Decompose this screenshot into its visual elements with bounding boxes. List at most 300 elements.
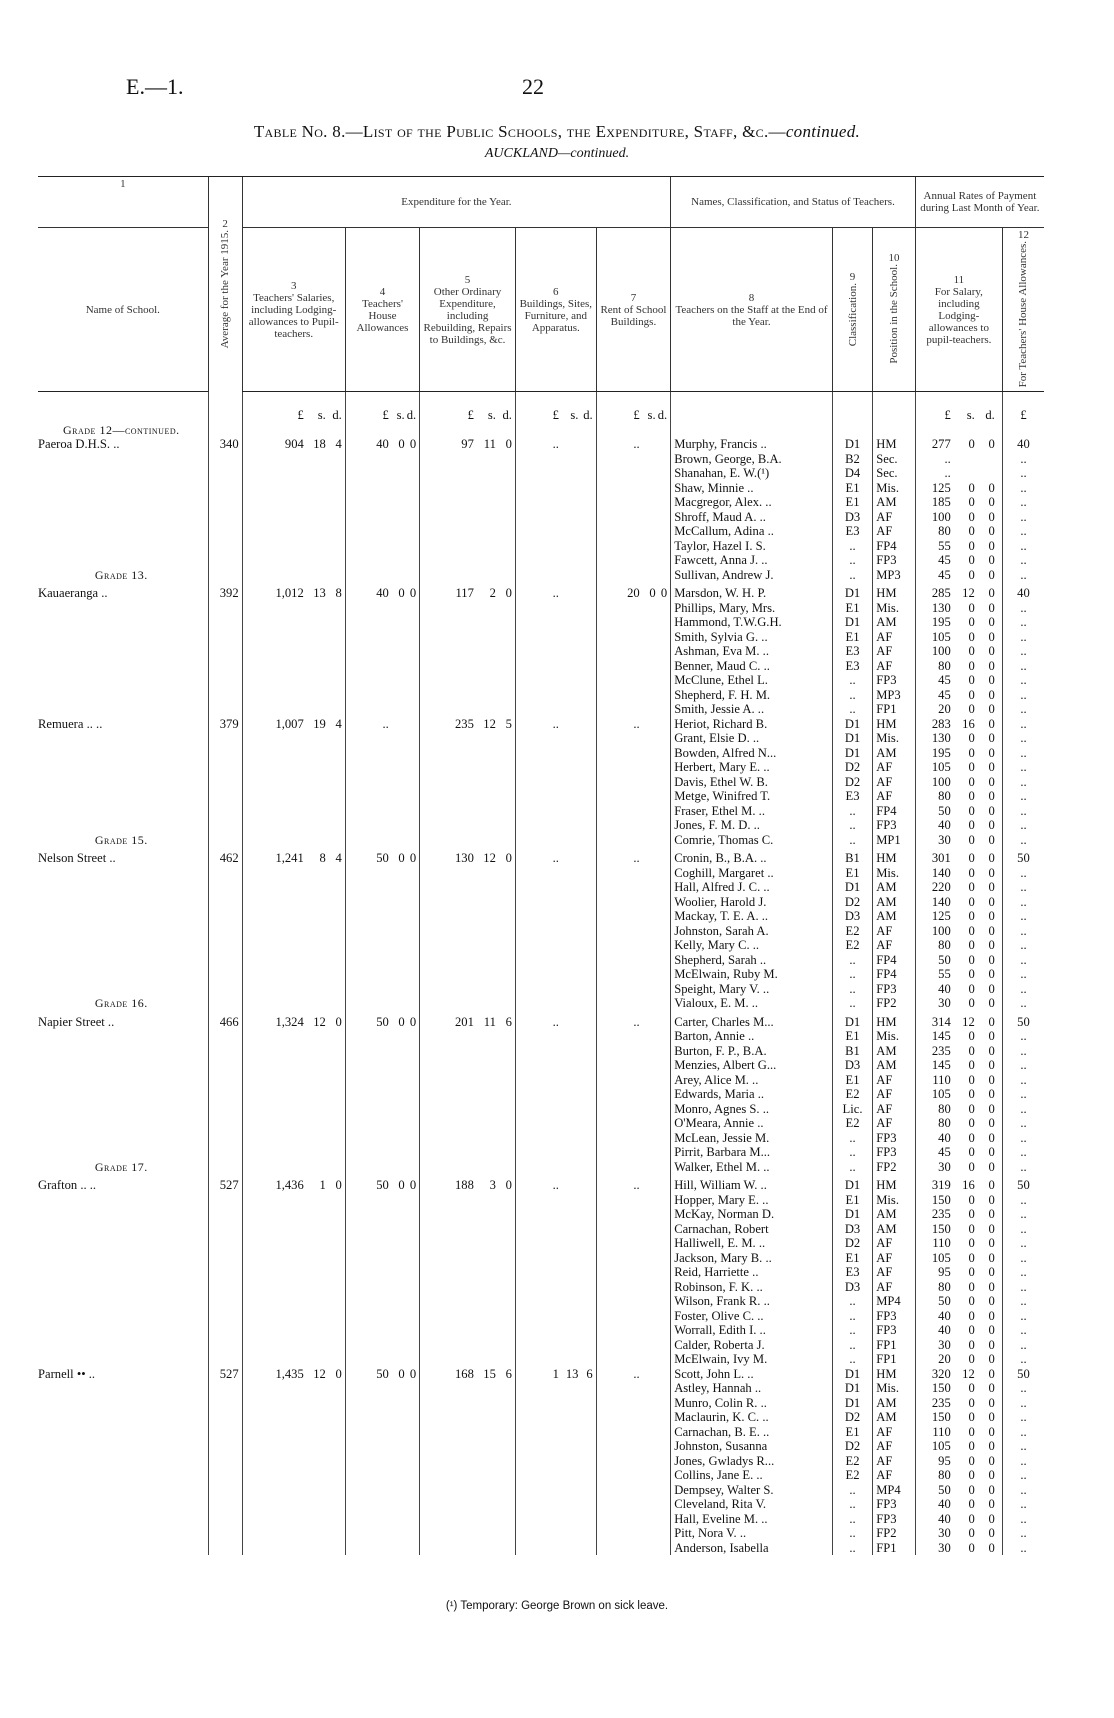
salary-rate-pounds: 319: [931, 1178, 951, 1193]
classification: E2: [832, 938, 872, 953]
salary-rate-cell: [915, 1029, 1002, 1044]
col3-label: Teachers' Salaries, including Lodging-allowances to Pupil-teachers.: [248, 291, 339, 340]
teacher-name: Herbert, Mary E. ..: [671, 760, 833, 775]
average-attendance: [208, 938, 242, 953]
rent: [596, 1236, 670, 1251]
rent: [596, 909, 670, 924]
house-allowances: [345, 1011, 419, 1030]
teachers-salaries: [242, 1294, 345, 1309]
classification: E1: [832, 1073, 872, 1088]
salary-rate-pence: 0: [988, 1130, 995, 1145]
school-name-cell: [38, 1468, 208, 1483]
house-allowance-rate: ..: [1002, 1526, 1044, 1541]
unit-pounds: £: [944, 408, 951, 423]
rent: [596, 1352, 670, 1367]
rent: [596, 804, 670, 819]
teachers-salaries: [242, 804, 345, 819]
house-allowances-pounds: 50: [376, 1366, 389, 1381]
rent-shillings: [640, 1367, 656, 1382]
school-name-cell: [38, 731, 208, 746]
salary-rate-cell: [915, 452, 1002, 467]
average-attendance: [208, 1251, 242, 1266]
position: Mis.: [873, 1381, 916, 1396]
rent: [596, 1439, 670, 1454]
other-expenditure: [420, 702, 516, 717]
salary-rate-shillings: 0: [968, 760, 975, 775]
average-attendance: [208, 1160, 242, 1175]
house-allowances: [345, 1222, 419, 1237]
school-name-cell: [38, 1352, 208, 1367]
position: FP3: [873, 553, 916, 568]
rent: [596, 1541, 670, 1556]
position: AM: [873, 1396, 916, 1411]
table-row: [38, 924, 1044, 939]
classification: ..: [832, 1338, 872, 1353]
table-row: [38, 1381, 1044, 1396]
salary-rate-shillings: 0: [968, 996, 975, 1011]
house-allowances: [345, 644, 419, 659]
salary-rate-cell: [915, 866, 1002, 881]
salary-rate-pence: 0: [988, 1482, 995, 1497]
salary-rate-pence: 0: [988, 967, 995, 982]
col11-number: 11: [953, 273, 965, 286]
average-attendance: 466: [208, 1011, 242, 1030]
classification: ..: [832, 1483, 872, 1498]
teacher-name: Collins, Jane E. ..: [671, 1468, 833, 1483]
teachers-salaries: [242, 866, 345, 881]
house-allowance-rate: ..: [1002, 1410, 1044, 1425]
col1-label: Name of School.: [38, 228, 208, 392]
salary-rate-cell: [915, 818, 1002, 833]
house-allowances: [345, 1251, 419, 1266]
other-expenditure: [420, 466, 516, 481]
salary-rate-shillings: 0: [968, 1424, 975, 1439]
salary-rate-shillings: [951, 466, 975, 481]
average-attendance: [208, 1193, 242, 1208]
school-name-cell: [38, 466, 208, 481]
house-allowance-rate: ..: [1002, 1207, 1044, 1222]
buildings-expenditure: [515, 1029, 596, 1044]
rent: [596, 615, 670, 630]
table-row: [38, 524, 1044, 539]
house-allowance-rate: ..: [1002, 1236, 1044, 1251]
house-allowance-rate: ..: [1002, 760, 1044, 775]
rent: [596, 630, 670, 645]
house-allowances-pence: 0: [409, 437, 417, 452]
salary-rate-cell: [915, 1381, 1002, 1396]
table-row: [38, 880, 1044, 895]
teachers-salaries: [242, 630, 345, 645]
salary-rate-pence: 0: [988, 437, 995, 452]
rent: [596, 789, 670, 804]
rent-shillings: [640, 851, 656, 866]
average-attendance: [208, 1309, 242, 1324]
table-row: [38, 1541, 1044, 1556]
col10-header: [873, 228, 916, 392]
house-allowance-rate: ..: [1002, 688, 1044, 703]
salary-rate-cell: [915, 1526, 1002, 1541]
house-allowances: [345, 804, 419, 819]
rent: [596, 688, 670, 703]
position: [873, 423, 916, 438]
classification: ..: [832, 982, 872, 997]
school-name-cell: [38, 1160, 208, 1175]
salary-rate-pence: 0: [988, 615, 995, 630]
salary-rate-pence: 0: [988, 818, 995, 833]
buildings-expenditure: [515, 495, 596, 510]
buildings-expenditure: [515, 967, 596, 982]
unit-shillings: s.: [966, 408, 975, 423]
house-allowances: [345, 1381, 419, 1396]
table-row: [38, 909, 1044, 924]
average-attendance: [208, 1468, 242, 1483]
salary-rate-cell: [915, 996, 1002, 1011]
table-row: [38, 1116, 1044, 1131]
salary-rate-cell: [915, 568, 1002, 583]
salary-rate-pounds: 80: [938, 524, 951, 539]
position: Mis.: [873, 1029, 916, 1044]
other-expenditure: [420, 1497, 516, 1512]
salary-rate-pence: 0: [988, 952, 995, 967]
buildings-expenditure: [515, 1425, 596, 1440]
salary-rate-pounds: 30: [938, 1159, 951, 1174]
salary-rate-pounds: 95: [938, 1453, 951, 1468]
rent-shillings: [640, 437, 656, 452]
house-allowances: [345, 1131, 419, 1146]
table-row: [38, 601, 1044, 616]
rent-pence: [656, 437, 668, 452]
teacher-name: Coghill, Margaret ..: [671, 866, 833, 881]
salary-rate-shillings: 0: [968, 1116, 975, 1131]
rent-shillings: [640, 717, 656, 732]
classification: E3: [832, 789, 872, 804]
teachers-salaries: [242, 1338, 345, 1353]
table-row: [38, 1087, 1044, 1102]
classification: ..: [832, 553, 872, 568]
rent: [596, 1265, 670, 1280]
buildings-expenditure: [515, 466, 596, 481]
buildings-expenditure-shillings: 13: [565, 1366, 579, 1381]
buildings-expenditure: [515, 1193, 596, 1208]
teacher-name: Arey, Alice M. ..: [671, 1073, 833, 1088]
col6-number: 6: [553, 285, 559, 298]
teachers-salaries: [242, 539, 345, 554]
house-allowances: [345, 909, 419, 924]
school-name-cell: [38, 1541, 208, 1556]
table-row: [38, 539, 1044, 554]
rent-pounds: ..: [633, 851, 640, 866]
salary-rate-pence: 0: [988, 1395, 995, 1410]
buildings-expenditure: [515, 909, 596, 924]
rent-pounds: ..: [633, 1178, 640, 1193]
salary-rate-pounds: 185: [931, 495, 951, 510]
table-row: [38, 659, 1044, 674]
salary-rate-cell: [915, 1116, 1002, 1131]
average-attendance: [208, 1087, 242, 1102]
salary-rate-pence: 0: [988, 1352, 995, 1367]
salary-rate-pounds: 130: [931, 731, 951, 746]
salary-rate-shillings: 0: [968, 1323, 975, 1338]
buildings-expenditure: [515, 1011, 596, 1030]
average-attendance: 340: [208, 437, 242, 452]
salary-rate-pence: 0: [988, 480, 995, 495]
salary-rate-pounds: 30: [938, 1526, 951, 1541]
table-row: [38, 1131, 1044, 1146]
salary-rate-pence: 0: [988, 1101, 995, 1116]
salary-rate-pence: 0: [988, 600, 995, 615]
house-allowance-rate: ..: [1002, 953, 1044, 968]
house-allowance-rate: ..: [1002, 833, 1044, 848]
house-allowance-rate: ..: [1002, 1396, 1044, 1411]
house-allowances: [345, 659, 419, 674]
table-row: [38, 895, 1044, 910]
teachers-salaries: [242, 582, 345, 601]
buildings-expenditure: [515, 1145, 596, 1160]
salary-rate-shillings: 0: [968, 1294, 975, 1309]
school-name-cell: [38, 1280, 208, 1295]
school-name-cell: [38, 924, 208, 939]
house-allowances: [345, 1323, 419, 1338]
school-name-cell: [38, 437, 208, 452]
rent: [596, 1309, 670, 1324]
buildings-expenditure: [515, 1174, 596, 1193]
average-attendance: 527: [208, 1174, 242, 1193]
buildings-expenditure: [515, 1102, 596, 1117]
average-attendance: [208, 895, 242, 910]
rent: [596, 1174, 670, 1193]
house-allowances: [345, 746, 419, 761]
house-allowances: [345, 938, 419, 953]
position: Mis.: [873, 1193, 916, 1208]
teachers-salaries-pence: 4: [335, 437, 342, 452]
rent: [596, 1294, 670, 1309]
units-other: [420, 392, 516, 423]
classification: D2: [832, 1236, 872, 1251]
salary-rate-pounds: 50: [938, 1294, 951, 1309]
position: AF: [873, 630, 916, 645]
salary-rate-cell: [915, 760, 1002, 775]
rent: [596, 1454, 670, 1469]
house-allowance-rate: ..: [1002, 1483, 1044, 1498]
house-allowance-rate: ..: [1002, 1251, 1044, 1266]
salary-rate-cell: [915, 1483, 1002, 1498]
col5-number: 5: [464, 273, 471, 286]
house-allowances-shillings: 0: [398, 586, 405, 601]
salary-rate-pence: 0: [988, 731, 995, 746]
other-expenditure: [420, 630, 516, 645]
teacher-name: Shanahan, E. W.(¹): [671, 466, 833, 481]
col8-number: 8: [748, 291, 755, 304]
house-allowances: [345, 1029, 419, 1044]
salary-rate-pence: 0: [988, 1337, 995, 1352]
house-allowances: [345, 880, 419, 895]
house-allowance-rate: ..: [1002, 804, 1044, 819]
teachers-salaries-pence: 0: [335, 1178, 342, 1193]
salary-rate-pounds: 277: [931, 437, 951, 452]
school-name-cell: [38, 1410, 208, 1425]
col3-number: 3: [290, 279, 297, 292]
table-row: [38, 1145, 1044, 1160]
salary-rate-cell: [915, 630, 1002, 645]
classification: ..: [832, 1541, 872, 1556]
salary-rate-pounds: 285: [931, 586, 951, 601]
rent-pence: 0: [660, 586, 668, 601]
rent: [596, 1073, 670, 1088]
teacher-name: Davis, Ethel W. B.: [671, 775, 833, 790]
unit-pence: d.: [332, 408, 342, 423]
buildings-expenditure: [515, 1294, 596, 1309]
buildings-expenditure: [515, 1352, 596, 1367]
buildings-expenditure: [515, 1367, 596, 1382]
other-expenditure-pounds: 235: [455, 716, 474, 731]
house-allowance-rate: ..: [1002, 938, 1044, 953]
teacher-name: Kelly, Mary C. ..: [671, 938, 833, 953]
teachers-salaries-pounds: 1,012: [275, 586, 304, 601]
teachers-salaries: [242, 644, 345, 659]
average-attendance: [208, 982, 242, 997]
position: MP4: [873, 1294, 916, 1309]
teachers-salaries: [242, 553, 345, 568]
salary-rate-shillings: 0: [968, 1410, 975, 1425]
other-expenditure: [420, 1323, 516, 1338]
salary-rate-shillings: 0: [968, 1159, 975, 1174]
other-expenditure-pounds: 97: [461, 437, 474, 452]
buildings-expenditure-shillings: [559, 1178, 579, 1193]
table-row: [38, 938, 1044, 953]
teacher-name: Pirrit, Barbara M...: [671, 1145, 833, 1160]
house-allowances: [345, 1116, 419, 1131]
classification: E2: [832, 924, 872, 939]
house-allowances: [345, 789, 419, 804]
position: FP4: [873, 804, 916, 819]
table-row: [38, 1352, 1044, 1367]
salary-rate-pence: 0: [988, 1207, 995, 1222]
salary-rate-pounds: 40: [938, 1497, 951, 1512]
table-row: [38, 731, 1044, 746]
classification: E1: [832, 1029, 872, 1044]
table-row: [38, 630, 1044, 645]
salary-rate-cell: [915, 524, 1002, 539]
school-name-cell: [38, 582, 208, 601]
salary-rate-shillings: 0: [968, 832, 975, 847]
other-expenditure: [420, 746, 516, 761]
teachers-salaries: [242, 452, 345, 467]
other-expenditure: [420, 909, 516, 924]
average-attendance: [208, 1352, 242, 1367]
rent: [596, 659, 670, 674]
classification: D2: [832, 895, 872, 910]
rent: [596, 731, 670, 746]
teacher-name: Grant, Elsie D. ..: [671, 731, 833, 746]
salary-rate-shillings: 0: [968, 1526, 975, 1541]
other-expenditure: [420, 644, 516, 659]
salary-rate-pence: 0: [988, 774, 995, 789]
house-allowance-rate: ..: [1002, 510, 1044, 525]
other-expenditure: [420, 452, 516, 467]
other-expenditure: [420, 568, 516, 583]
average-attendance: [208, 510, 242, 525]
table-row: [38, 673, 1044, 688]
salary-rate-pence: 0: [988, 553, 995, 568]
salary-rate-pounds: 105: [931, 760, 951, 775]
position: MP3: [873, 688, 916, 703]
average-attendance: [208, 1425, 242, 1440]
table-row: [38, 582, 1044, 601]
rent: [596, 967, 670, 982]
other-expenditure-pence: 5: [505, 716, 512, 731]
teacher-name: Shepherd, Sarah ..: [671, 953, 833, 968]
other-expenditure: [420, 553, 516, 568]
house-allowances: [345, 1454, 419, 1469]
table-row: [38, 1174, 1044, 1193]
school-name-cell: [38, 481, 208, 496]
buildings-expenditure: [515, 1309, 596, 1324]
table-row: [38, 553, 1044, 568]
position: AM: [873, 895, 916, 910]
salary-rate-shillings: 0: [968, 553, 975, 568]
house-allowance-rate: ..: [1002, 1468, 1044, 1483]
table-row: [38, 804, 1044, 819]
unit-pounds: £: [467, 408, 474, 423]
teachers-salaries: [242, 437, 345, 452]
col10-label: Position in the School.: [887, 264, 900, 365]
teachers-salaries-shillings: 8: [319, 851, 326, 866]
classification: ..: [832, 1294, 872, 1309]
page-number: 22: [522, 74, 544, 99]
units-empty: [38, 392, 208, 423]
classification: D2: [832, 760, 872, 775]
school-name-cell: [38, 760, 208, 775]
classification: ..: [832, 1497, 872, 1512]
school-name-cell: [38, 866, 208, 881]
salary-rate-pounds: 110: [932, 1424, 951, 1439]
buildings-expenditure: [515, 1251, 596, 1266]
salary-rate-cell: [915, 615, 1002, 630]
school-name-cell: [38, 615, 208, 630]
buildings-expenditure: [515, 1236, 596, 1251]
teachers-salaries: [242, 1193, 345, 1208]
salary-rate-shillings: 0: [968, 1130, 975, 1145]
salary-rate-cell: [915, 659, 1002, 674]
salary-rate-pence: 0: [988, 658, 995, 673]
salary-rate-cell: [915, 953, 1002, 968]
school-name: Parnell •• ..: [38, 1366, 96, 1381]
rent: [596, 1483, 670, 1498]
salary-rate-pence: 0: [988, 923, 995, 938]
salary-rate-pence: 0: [988, 1145, 995, 1160]
house-allowances: [345, 1294, 419, 1309]
position: Mis.: [873, 866, 916, 881]
school-name-cell: [38, 644, 208, 659]
teachers-salaries: [242, 1251, 345, 1266]
classification: E1: [832, 630, 872, 645]
salary-rate-pence: 0: [988, 644, 995, 659]
house-allowance-rate: ..: [1002, 466, 1044, 481]
unit-shillings: s.: [647, 408, 656, 423]
classification: ..: [832, 818, 872, 833]
school-name-cell: [38, 673, 208, 688]
house-allowance-rate: ..: [1002, 495, 1044, 510]
teacher-name: Johnston, Susanna: [671, 1439, 833, 1454]
teacher-name: McElwain, Ivy M.: [671, 1352, 833, 1367]
house-allowance-rate: ..: [1002, 1265, 1044, 1280]
salary-rate-cell: [915, 775, 1002, 790]
classification: E2: [832, 1454, 872, 1469]
position: AF: [873, 1251, 916, 1266]
salary-rate-shillings: 0: [968, 1207, 975, 1222]
teachers-salaries: [242, 1497, 345, 1512]
classification: D3: [832, 1222, 872, 1237]
